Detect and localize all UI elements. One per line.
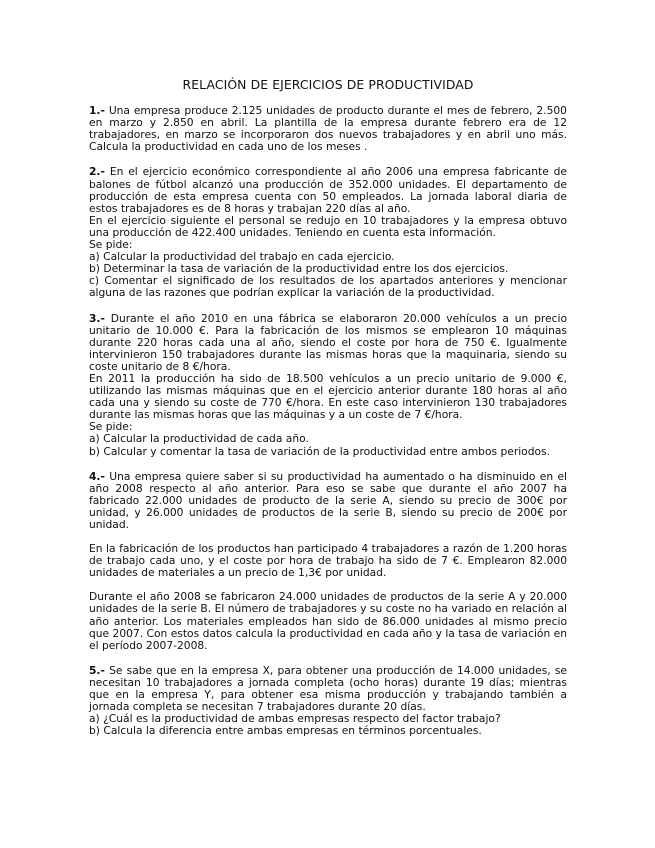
exercise-2-text: En el ejercicio económico correspondiente al año 2006 una empresa fabricante de balones de fútbol alcanzó una producción de 352.000 unidades. El departamento de producción de esta empresa cuenta con 50 empleados. La jornada laboral diaria de estos trabajadores es de 8 horas y trabajan 220 días al año. xyxy=(89,165,567,215)
exercise-2-se-pide: Se pide: xyxy=(89,238,133,252)
exercise-2-paragraph: En el ejercicio siguiente el personal se redujo en 10 trabajadores y la empresa obtuvo una producción de 422.400 unidades. Teniendo en cuenta esta información. xyxy=(89,213,567,239)
exercise-3-text: Durante el año 2010 en una fábrica se elaboraron 20.000 vehículos a un precio unitario de 10.000 €. Para la fabricación de los mismos se emplearon 10 máquinas durante 220 horas cada una al año, siendo el coste por hora de 750 €. Igualmente intervinieron 150 trabajadores durante las mismas horas que la maquinaria, siendo su coste unitario de 8 €/hora. xyxy=(89,311,567,373)
exercise-5-number: 5.- xyxy=(89,663,105,677)
exercise-2-statement xyxy=(89,166,567,214)
exercise-2-item-c: c) Comentar el significado de los resultados de los apartados anteriores y mencionar alguna de las razones que podrían explicar la variación de la productividad. xyxy=(89,274,567,300)
exercise-2-number: 2.- xyxy=(89,165,105,179)
exercise-5-statement xyxy=(89,665,567,713)
exercise-5-item-a: a) ¿Cuál es la productividad de ambas empresas respecto del factor trabajo? xyxy=(89,712,501,726)
exercise-3-item-a: a) Calcular la productividad de cada año. xyxy=(89,432,309,446)
exercise-4-statement xyxy=(89,471,567,531)
exercise-3-se-pide: Se pide: xyxy=(89,420,133,434)
exercise-4-text: Una empresa quiere saber si su productividad ha aumentado o ha disminuido en el año 2008 respecto al año anterior. Para eso se sabe que durante el año 2007 ha fabricado 22.000 unidades de producto de la serie A, siendo su precio de 300€ por unidad, y 26.000 unidades de productos de la serie B, siendo su precio de 200€ por unidad. xyxy=(89,469,567,531)
exercise-2 xyxy=(89,166,567,299)
exercise-3-number: 3.- xyxy=(89,311,105,325)
exercise-3-item-b: b) Calcular y comentar la tasa de variación de la productividad entre ambos periodos. xyxy=(89,444,551,458)
exercise-2-item-a: a) Calcular la productividad del trabajo en cada ejercicio. xyxy=(89,250,395,264)
exercise-4-paragraph-3: Durante el año 2008 se fabricaron 24.000 unidades de productos de la serie A y 20.000 unidades de la serie B. El número de trabajadores y su coste no ha variado en relación al año anterior. Los materiales empleados han sido de 86.000 unidades al mismo precio que 2007. Con estos datos calcula la productividad en cada año y la tasa de variación en el período 2007-2008. xyxy=(89,590,567,652)
exercise-3 xyxy=(89,313,567,458)
exercise-5 xyxy=(89,665,567,738)
exercise-1-statement xyxy=(89,105,567,153)
exercise-4 xyxy=(89,471,567,652)
exercise-1-number: 1.- xyxy=(89,104,105,118)
page-title: RELACIÓN DE EJERCICIOS DE PRODUCTIVIDAD xyxy=(182,77,474,92)
exercise-2-item-b: b) Determinar la tasa de variación de la productividad entre los dos ejercicios. xyxy=(89,262,509,276)
exercise-5-text: Se sabe que en la empresa X, para obtener una producción de 14.000 unidades, se necesitan 10 trabajadores a jornada completa (ocho horas) durante 19 días; mientras que en la empresa Y, para obtener esa misma producción y trabajando también a jornada completa se necesitan 7 trabajadores durante 20 días. xyxy=(89,663,567,714)
exercise-4-paragraph-2: En la fabricación de los productos han participado 4 trabajadores a razón de 1.200 horas de trabajo cada uno, y el coste por hora de trabajo ha sido de 7 €. Emplearon 82.000 unidades de materiales a un precio de 1,3€ por unidad. xyxy=(89,542,567,580)
exercise-5-item-b: b) Calcula la diferencia entre ambas empresas en términos porcentuales. xyxy=(89,724,482,738)
exercise-4-number: 4.- xyxy=(89,469,105,483)
exercise-1-text: Una empresa produce 2.125 unidades de producto durante el mes de febrero, 2.500 en marzo y 2.850 en abril. La plantilla de la empresa durante febrero era de 12 trabajadores, en marzo se incorporaron dos nuevos trabajadores y en abril uno más. Calcula la productividad en cada uno de los meses . xyxy=(89,104,567,154)
exercise-1 xyxy=(89,105,567,153)
exercise-3-paragraph: En 2011 la producción ha sido de 18.500 vehículos a un precio unitario de 9.000 €, utilizando las mismas máquinas que en el ejercicio anterior durante 180 horas al año cada una y siendo su coste de 770 €/hora. En este caso intervinieron 130 trabajadores durante las mismas horas que las máquinas y a un coste de 7 €/hora. xyxy=(89,371,567,422)
exercise-3-statement xyxy=(89,313,567,373)
